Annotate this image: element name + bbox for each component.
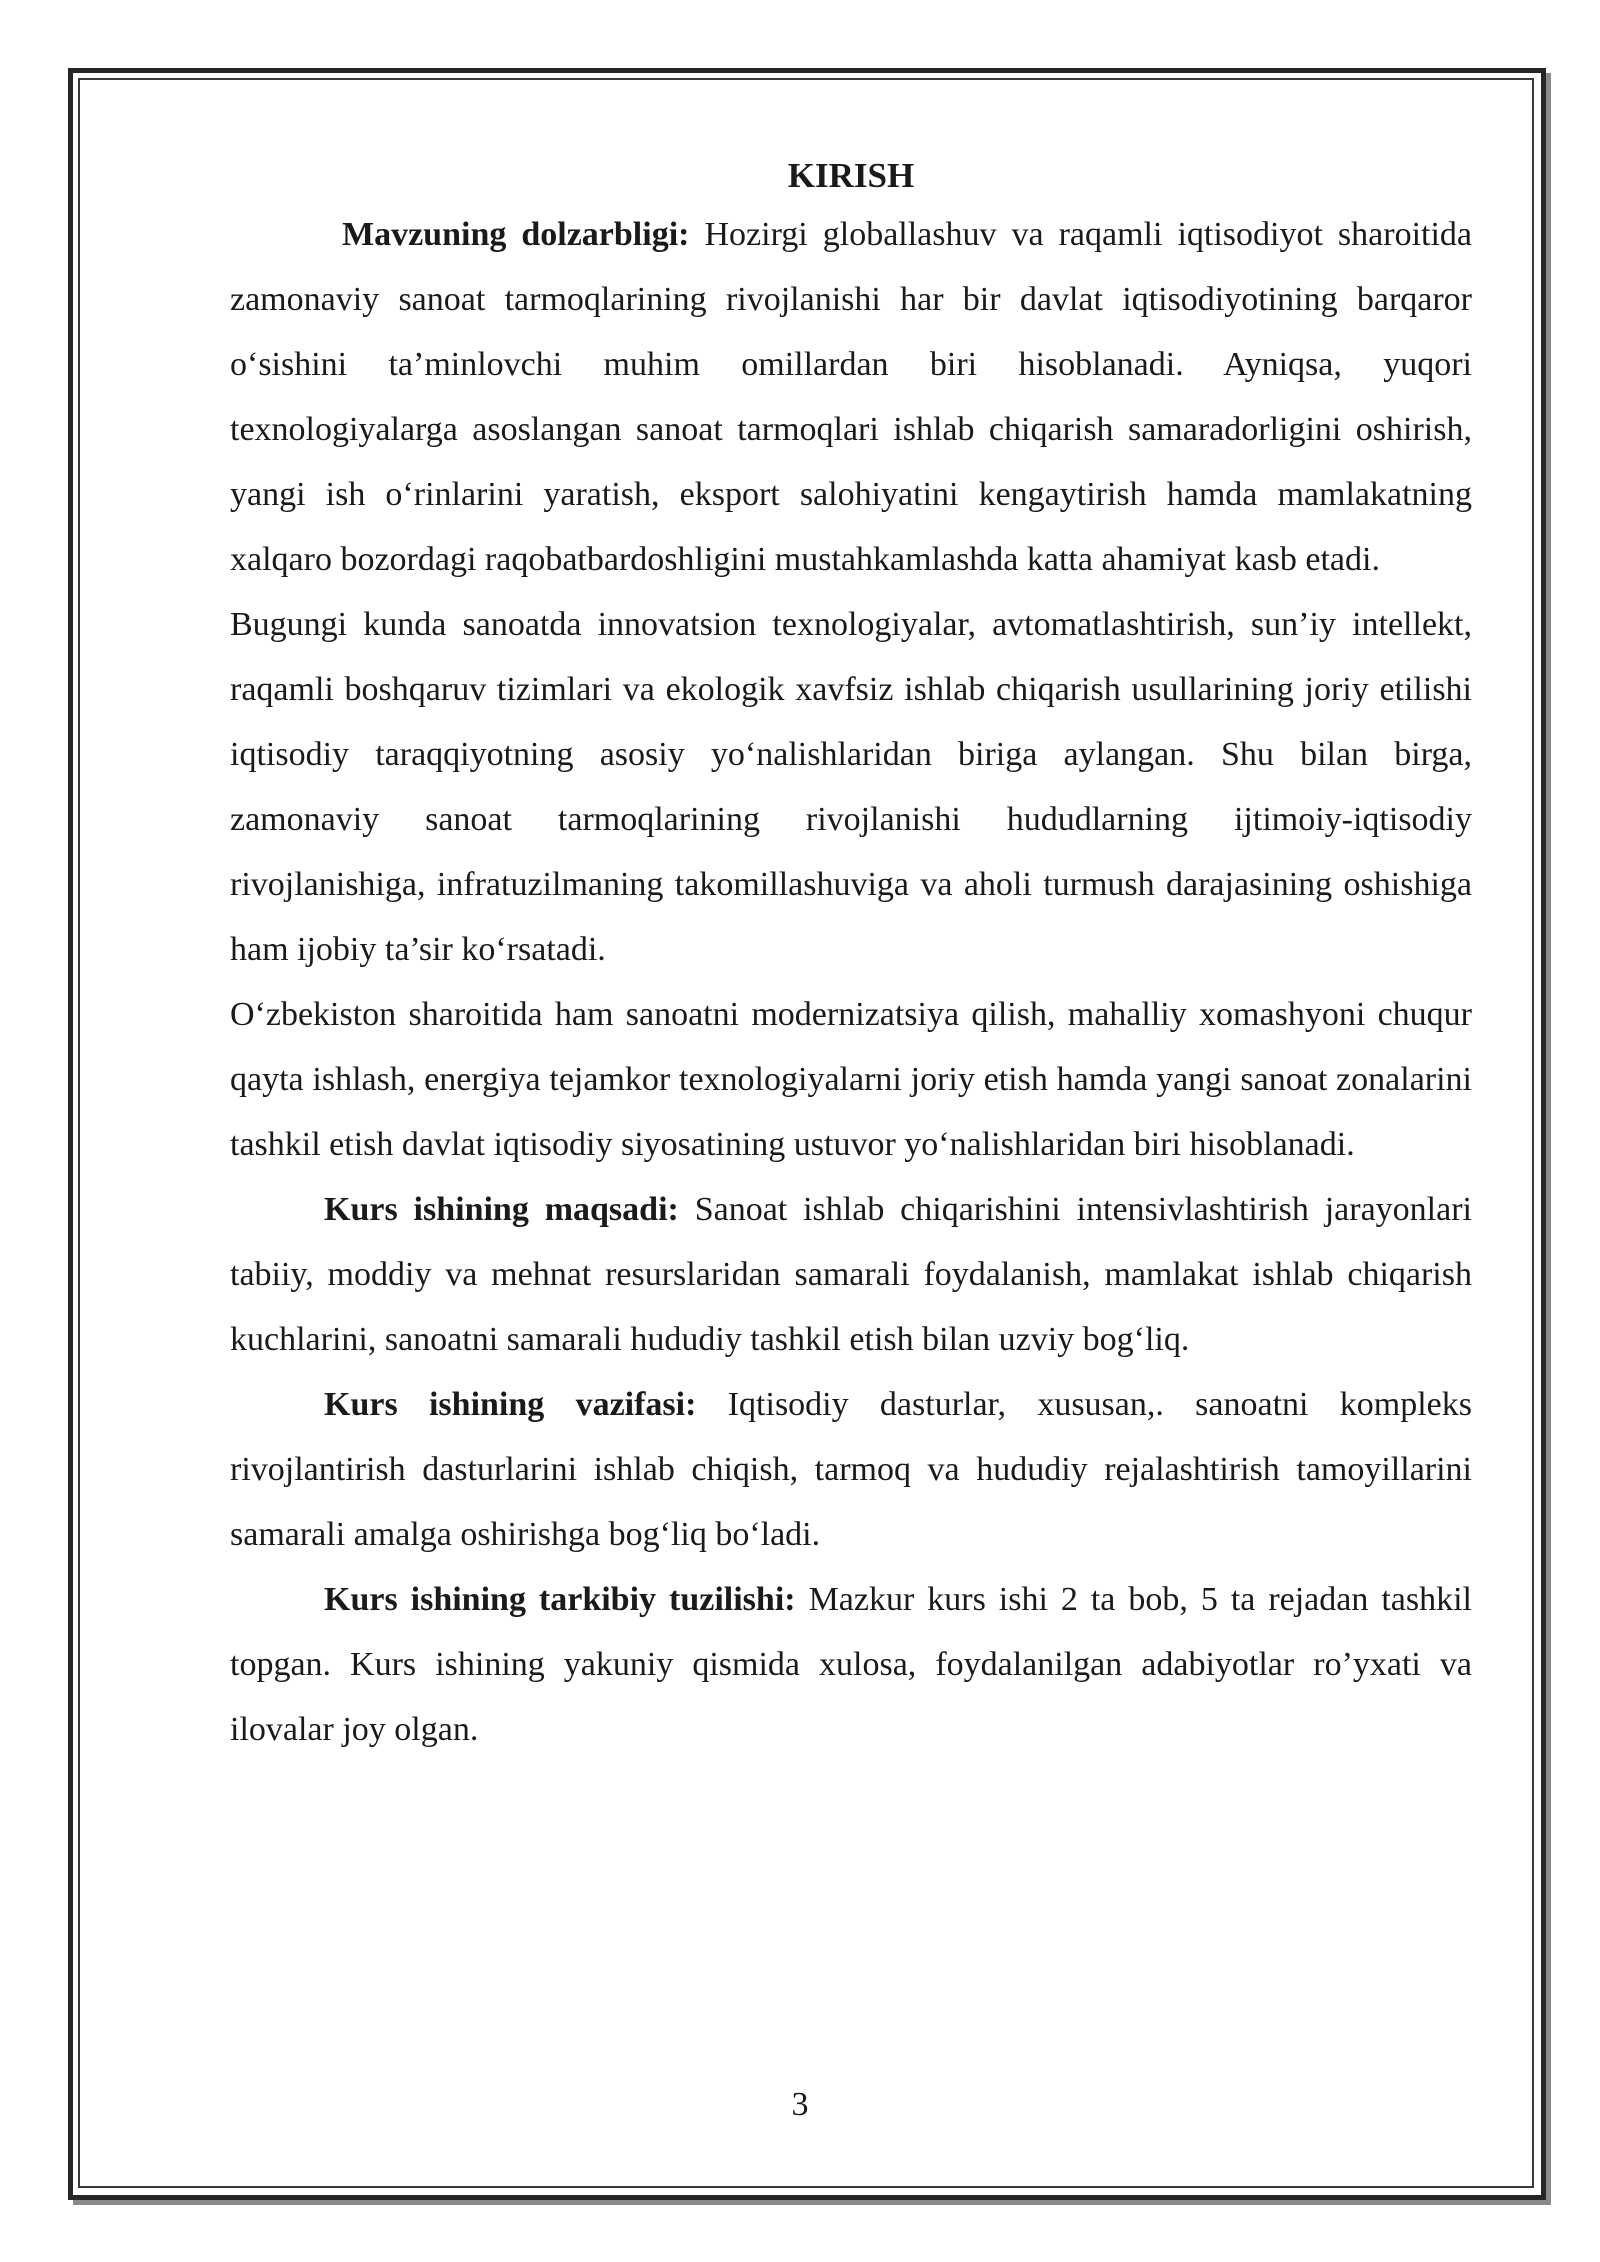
paragraph-lead: Kurs ishining maqsadi: xyxy=(324,1191,679,1228)
paragraph-text: O‘zbekiston sharoitida ham sanoatni modernizatsiya qilish, mahalliy xomashyoni chuqur qayta ishlash, energiya tejamkor texnologiyalarni joriy etish hamda yangi sanoat zonalarini tashkil etish davlat iqtisodiy siyosatining ustuvor yo‘nalishlaridan biri hisoblanadi. xyxy=(230,996,1472,1163)
paragraph-structure xyxy=(230,1567,1472,1762)
paragraph-innovation xyxy=(230,592,1472,982)
page-number: 3 xyxy=(791,2086,809,2123)
paragraph-relevance xyxy=(230,202,1472,592)
paragraph-task xyxy=(230,1372,1472,1567)
section-heading: KIRISH xyxy=(787,156,915,195)
paragraph-goal xyxy=(230,1177,1472,1372)
paragraph-text: Iqtisodiy dasturlar, xususan,. sanoatni kompleks rivojlantirish dasturlarini ishlab chiqish, tarmoq va hududiy rejalashtirish tamoyillarini samarali amalga oshirishga bog‘liq bo‘ladi. xyxy=(230,1386,1472,1553)
paragraph-lead: Kurs ishining tarkibiy tuzilishi: xyxy=(324,1581,796,1618)
paragraph-lead: Mavzuning dolzarbligi: xyxy=(342,216,690,253)
paragraph-text: Mazkur kurs ishi 2 ta bob, 5 ta rejadan tashkil topgan. Kurs ishining yakuniy qismida xulosa, foydalanilgan adabiyotlar ro’yxati va ilovalar joy olgan. xyxy=(230,1581,1472,1748)
paragraph-text: Bugungi kunda sanoatda innovatsion texnologiyalar, avtomatlashtirish, sun’iy intellekt, raqamli boshqaruv tizimlari va ekologik xavfsiz ishlab chiqarish usullarining joriy etilishi iqtisodiy taraqqiyotning asosiy yo‘nalishlaridan biriga aylangan. Shu bilan birga, zamonaviy sanoat tarmoqlarining rivojlanishi hududlarning ijtimoiy-iqtisodiy rivojlanishiga, infratuzilmaning takomillashuviga va aholi turmush darajasining oshishiga ham ijobiy ta’sir ko‘rsatadi. xyxy=(230,606,1472,968)
paragraph-uzbekistan xyxy=(230,982,1472,1177)
paragraph-text: Sanoat ishlab chiqarishini intensivlashtirish jarayonlari tabiiy, moddiy va mehnat resurslaridan samarali foydalanish, mamlakat ishlab chiqarish kuchlarini, sanoatni samarali hududiy tashkil etish bilan uzviy bog‘liq. xyxy=(230,1191,1472,1358)
document-body xyxy=(230,150,1472,1762)
paragraph-text: Hozirgi globallashuv va raqamli iqtisodiyot sharoitida zamonaviy sanoat tarmoqlarining rivojlanishi har bir davlat iqtisodiyotining barqaror o‘sishini ta’minlovchi muhim omillardan biri hisoblanadi. Ayniqsa, yuqori texnologiyalarga asoslangan sanoat tarmoqlari ishlab chiqarish samaradorligini oshirish, yangi ish o‘rinlarini yaratish, eksport salohiyatini kengaytirish hamda mamlakatning xalqaro bozordagi raqobatbardoshligini mustahkamlashda katta ahamiyat kasb etadi. xyxy=(230,216,1473,578)
paragraph-lead: Kurs ishining vazifasi: xyxy=(324,1386,697,1423)
